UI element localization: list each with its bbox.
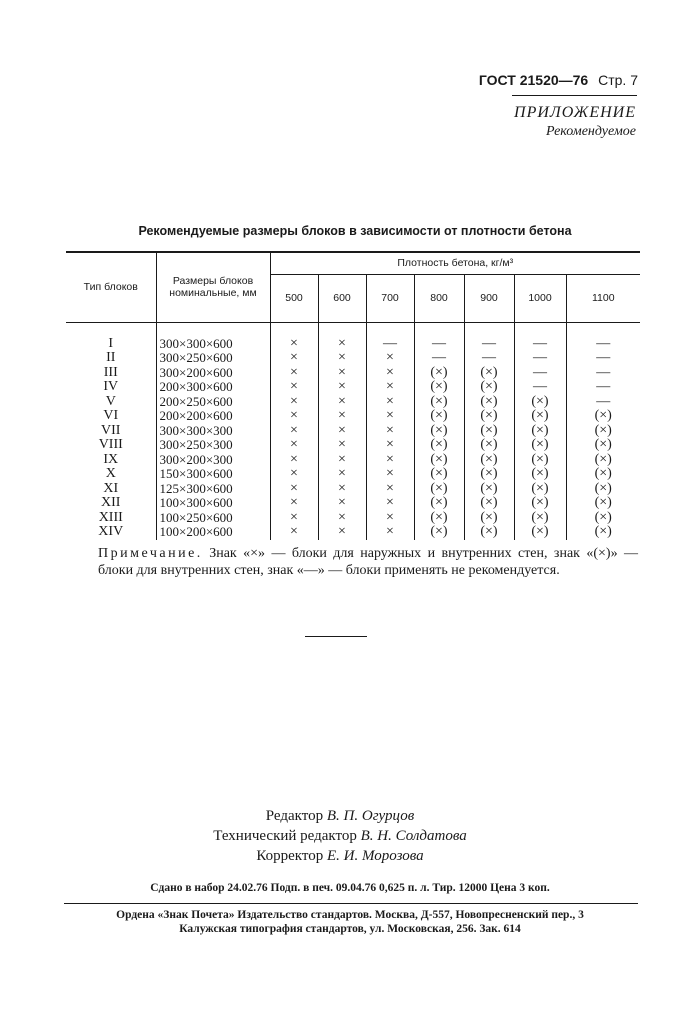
density-mark: × (318, 511, 366, 526)
table-row (66, 424, 640, 439)
block-size: 300×250×300 (156, 438, 270, 453)
density-mark: (×) (414, 409, 464, 424)
density-mark: (×) (566, 511, 640, 526)
page-header (430, 72, 638, 88)
density-mark: (×) (464, 482, 514, 497)
density-mark: (×) (464, 366, 514, 381)
table-row (66, 467, 640, 482)
tech-editor-line (150, 826, 530, 846)
header-rule (512, 95, 637, 96)
density-mark: × (318, 409, 366, 424)
density-mark: (×) (514, 525, 566, 540)
note-label: Примечание. (98, 546, 203, 561)
density-mark: × (270, 424, 318, 439)
density-mark: (×) (414, 482, 464, 497)
density-mark: (×) (464, 438, 514, 453)
note-text: Знак «×» — блоки для наружных и внутренних стен, знак «(×)» — блоки для внутренних стен, знак «—» — блоки применять не рекомендуется. (98, 546, 638, 578)
density-mark: × (270, 511, 318, 526)
block-type: VI (66, 409, 156, 424)
density-mark: (×) (414, 395, 464, 410)
density-mark: — (514, 380, 566, 395)
table-row (66, 482, 640, 497)
density-header-5: 1000 (514, 274, 566, 322)
density-mark: × (270, 395, 318, 410)
block-size: 100×200×600 (156, 525, 270, 540)
corrector-name: Е. И. Морозова (326, 848, 424, 864)
density-mark: × (270, 409, 318, 424)
density-mark: × (270, 496, 318, 511)
density-header-1: 600 (318, 274, 366, 322)
density-mark: × (318, 380, 366, 395)
block-type: XIII (66, 511, 156, 526)
block-size: 300×300×300 (156, 424, 270, 439)
density-mark: (×) (414, 366, 464, 381)
density-header-3: 800 (414, 274, 464, 322)
density-mark: × (366, 409, 414, 424)
density-mark: (×) (414, 380, 464, 395)
density-mark: × (270, 366, 318, 381)
block-type: VIII (66, 438, 156, 453)
block-size: 125×300×600 (156, 482, 270, 497)
density-mark: × (366, 380, 414, 395)
block-type: XII (66, 496, 156, 511)
block-type: IX (66, 453, 156, 468)
block-size: 200×250×600 (156, 395, 270, 410)
density-mark: × (318, 453, 366, 468)
block-size: 200×300×600 (156, 380, 270, 395)
block-type: XI (66, 482, 156, 497)
density-mark: — (414, 322, 464, 351)
density-mark: (×) (566, 496, 640, 511)
density-mark: (×) (414, 511, 464, 526)
density-mark: × (366, 366, 414, 381)
density-mark: × (366, 424, 414, 439)
page-number: Стр. 7 (598, 72, 638, 88)
density-mark: — (366, 322, 414, 351)
density-header-4: 900 (464, 274, 514, 322)
density-mark: × (318, 424, 366, 439)
print-info: Сдано в набор 24.02.76 Подп. в печ. 09.04.76 0,625 п. л. Тир. 12000 Цена 3 коп. (150, 882, 550, 894)
density-mark: (×) (566, 424, 640, 439)
table-row (66, 453, 640, 468)
density-mark: — (514, 366, 566, 381)
appendix-title: ПРИЛОЖЕНИЕ (514, 104, 636, 121)
density-mark: — (464, 322, 514, 351)
density-mark: × (318, 482, 366, 497)
block-size: 100×250×600 (156, 511, 270, 526)
density-mark: × (270, 438, 318, 453)
density-mark: (×) (464, 511, 514, 526)
density-mark: (×) (414, 496, 464, 511)
table-row (66, 351, 640, 366)
density-mark: × (366, 351, 414, 366)
density-mark: × (366, 525, 414, 540)
block-type: XIV (66, 525, 156, 540)
density-header-0: 500 (270, 274, 318, 322)
block-type: I (66, 322, 156, 351)
table-row (66, 438, 640, 453)
column-header-size: Размеры блоков номинальные, мм (156, 252, 270, 322)
density-mark: × (318, 525, 366, 540)
appendix-status: Рекомендуемое (546, 124, 636, 139)
block-type: III (66, 366, 156, 381)
block-size: 300×200×300 (156, 453, 270, 468)
density-mark: × (366, 482, 414, 497)
density-mark: × (366, 395, 414, 410)
density-mark: (×) (566, 467, 640, 482)
density-mark: × (270, 482, 318, 497)
table-row (66, 395, 640, 410)
block-type: V (66, 395, 156, 410)
block-size: 300×200×600 (156, 366, 270, 381)
density-mark: — (566, 366, 640, 381)
block-size: 300×300×600 (156, 322, 270, 351)
density-mark: (×) (464, 525, 514, 540)
density-mark: (×) (514, 438, 566, 453)
block-type: IV (66, 380, 156, 395)
density-mark: (×) (514, 409, 566, 424)
block-size: 100×300×600 (156, 496, 270, 511)
density-mark: × (366, 438, 414, 453)
block-size: 150×300×600 (156, 467, 270, 482)
density-mark: (×) (514, 453, 566, 468)
table-row (66, 366, 640, 381)
density-mark: (×) (414, 438, 464, 453)
print-rule (64, 903, 638, 904)
density-mark: (×) (514, 482, 566, 497)
table-row (66, 380, 640, 395)
density-mark: — (566, 322, 640, 351)
density-mark: — (566, 351, 640, 366)
table-body (66, 322, 640, 540)
block-size: 300×250×600 (156, 351, 270, 366)
editor-name: В. П. Огурцов (326, 808, 415, 824)
block-type: VII (66, 424, 156, 439)
density-mark: (×) (414, 467, 464, 482)
block-type: II (66, 351, 156, 366)
tech-editor-role: Технический редактор (213, 828, 357, 844)
table-row (66, 511, 640, 526)
table-row (66, 525, 640, 540)
block-type: X (66, 467, 156, 482)
density-mark: × (270, 467, 318, 482)
density-mark: (×) (464, 395, 514, 410)
density-mark: (×) (414, 424, 464, 439)
density-mark: — (414, 351, 464, 366)
density-mark: (×) (566, 482, 640, 497)
density-mark: (×) (464, 467, 514, 482)
density-mark: — (566, 395, 640, 410)
density-mark: (×) (566, 453, 640, 468)
density-mark: (×) (464, 453, 514, 468)
table-row (66, 409, 640, 424)
density-mark: × (318, 351, 366, 366)
density-mark: — (464, 351, 514, 366)
density-mark: (×) (464, 496, 514, 511)
density-mark: × (270, 380, 318, 395)
density-mark: × (270, 525, 318, 540)
density-mark: (×) (414, 525, 464, 540)
density-mark: — (566, 380, 640, 395)
publisher-info (60, 908, 640, 936)
corrector-line (150, 846, 530, 866)
density-mark: × (318, 366, 366, 381)
tech-editor-name: В. Н. Солдатова (360, 828, 467, 844)
density-mark: (×) (514, 511, 566, 526)
density-mark: × (318, 438, 366, 453)
density-mark: (×) (464, 380, 514, 395)
density-header-2: 700 (366, 274, 414, 322)
editor-role: Редактор (265, 808, 324, 824)
density-mark: (×) (414, 453, 464, 468)
density-mark: × (270, 351, 318, 366)
density-mark: (×) (566, 525, 640, 540)
density-mark: × (366, 496, 414, 511)
density-mark: × (318, 322, 366, 351)
section-separator (305, 636, 367, 637)
density-mark: — (514, 322, 566, 351)
table-row (66, 496, 640, 511)
density-mark: (×) (514, 395, 566, 410)
block-size: 200×200×600 (156, 409, 270, 424)
density-mark: — (514, 351, 566, 366)
density-mark: × (318, 395, 366, 410)
block-sizes-table (66, 251, 640, 540)
density-mark: (×) (566, 409, 640, 424)
density-mark: (×) (514, 424, 566, 439)
density-mark: × (366, 453, 414, 468)
editor-line (150, 806, 530, 826)
density-header-6: 1100 (566, 274, 640, 322)
corrector-role: Корректор (256, 848, 324, 864)
table-note (98, 545, 638, 579)
column-header-type: Тип блоков (66, 252, 156, 322)
table-title: Рекомендуемые размеры блоков в зависимости от плотности бетона (138, 224, 572, 238)
density-mark: (×) (566, 438, 640, 453)
density-mark: × (270, 453, 318, 468)
density-mark: × (366, 511, 414, 526)
credits (150, 806, 530, 866)
column-header-density: Плотность бетона, кг/м³ (270, 252, 640, 274)
density-mark: × (270, 322, 318, 351)
density-mark: × (366, 467, 414, 482)
gost-number: ГОСТ 21520—76 (478, 72, 589, 88)
density-mark: × (318, 496, 366, 511)
publisher-line-1: Ордена «Знак Почета» Издательство стандартов. Москва, Д-557, Новопресненский пер., 3 (116, 909, 584, 921)
publisher-line-2: Калужская типография стандартов, ул. Московская, 256. Зак. 614 (179, 923, 521, 935)
density-mark: (×) (514, 496, 566, 511)
density-mark: (×) (464, 409, 514, 424)
density-mark: × (318, 467, 366, 482)
density-mark: (×) (514, 467, 566, 482)
density-mark: (×) (464, 424, 514, 439)
table-row (66, 322, 640, 351)
